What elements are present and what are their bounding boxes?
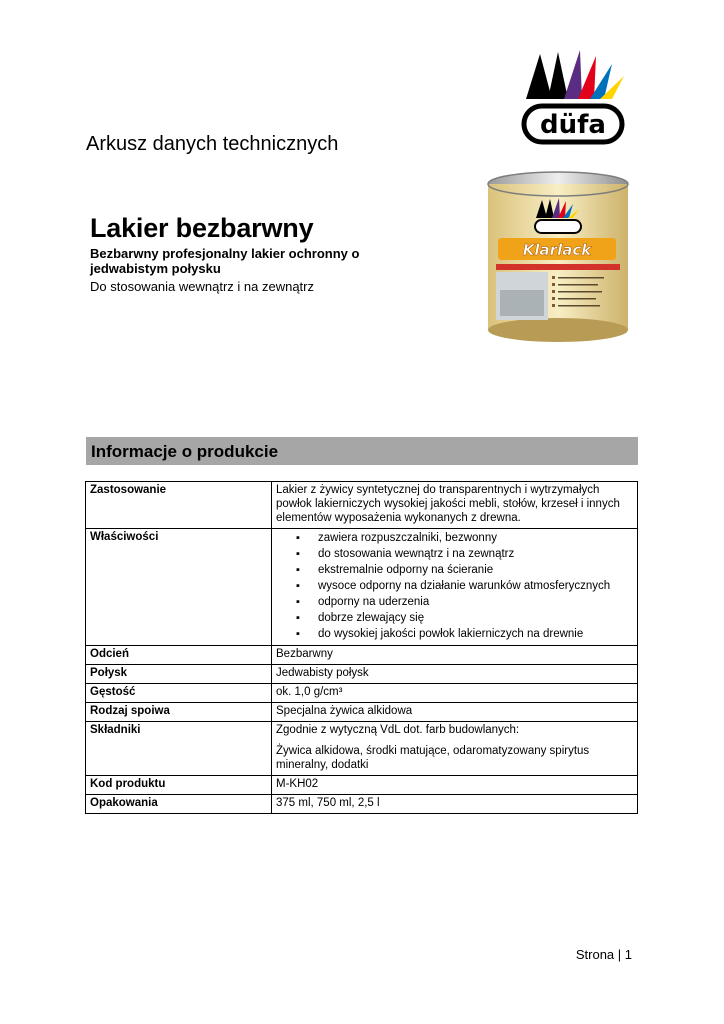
- table-row: [86, 646, 638, 665]
- brand-logo: [518, 44, 628, 146]
- row-value: Bezbarwny: [272, 646, 638, 665]
- row-value: Jedwabisty połysk: [272, 665, 638, 684]
- row-value: Lakier z żywicy syntetycznej do transparentnych i wytrzymałych powłok lakierniczych wysokiej jakości mebli, stołów, krzeseł i innych elementów wyposażenia wykonanych z drewna.: [272, 482, 638, 529]
- list-item: ▪ odporny na uderzenia: [276, 594, 633, 610]
- row-label: Właściwości: [86, 529, 272, 646]
- product-title: Lakier bezbarwny: [90, 213, 314, 243]
- product-usage: Do stosowania wewnątrz i na zewnątrz: [90, 279, 314, 294]
- brand-logo-text: düfa: [540, 110, 606, 140]
- row-label: Zastosowanie: [86, 482, 272, 529]
- row-value: [272, 722, 638, 776]
- document-type-heading: Arkusz danych technicznych: [86, 133, 339, 155]
- table-row: [86, 482, 638, 529]
- list-item: ▪ do wysokiej jakości powłok lakierniczych na drewnie: [276, 626, 633, 642]
- table-row: [86, 684, 638, 703]
- product-subtitle: Bezbarwny profesjonalny lakier ochronny o jedwabistym połysku: [90, 246, 360, 276]
- section-heading: Informacje o produkcie: [91, 442, 279, 461]
- row-label: Opakowania: [86, 795, 272, 814]
- table-row: [86, 529, 638, 646]
- row-label: Odcień: [86, 646, 272, 665]
- ingredients-norm: Zgodnie z wytyczną VdL dot. farb budowlanych:: [276, 724, 520, 736]
- table-row: [86, 665, 638, 684]
- ingredients-list: Żywica alkidowa, środki matujące, odaromatyzowany spirytus mineralny, dodatki: [276, 745, 590, 771]
- section-heading-bar: [86, 437, 638, 465]
- list-item: ▪ dobrze zlewający się: [276, 610, 633, 626]
- row-label: Rodzaj spoiwa: [86, 703, 272, 722]
- product-info-table: [85, 481, 638, 814]
- properties-list: [276, 530, 633, 642]
- row-value: 375 ml, 750 ml, 2,5 l: [272, 795, 638, 814]
- page-number: Strona | 1: [575, 947, 632, 962]
- product-can-image: [486, 170, 630, 346]
- table-row: [86, 703, 638, 722]
- row-label: Składniki: [86, 722, 272, 776]
- product-can-label: Klarlack: [522, 241, 592, 259]
- table-row: [86, 776, 638, 795]
- list-item: ▪ do stosowania wewnątrz i na zewnątrz: [276, 546, 633, 562]
- table-row: [86, 722, 638, 776]
- row-label: Połysk: [86, 665, 272, 684]
- list-item: ▪ zawiera rozpuszczalniki, bezwonny: [276, 530, 633, 546]
- row-value: ok. 1,0 g/cm³: [272, 684, 638, 703]
- row-label: Kod produktu: [86, 776, 272, 795]
- row-value: M-KH02: [272, 776, 638, 795]
- table-row: [86, 795, 638, 814]
- row-value: Specjalna żywica alkidowa: [272, 703, 638, 722]
- list-item: ▪ wysoce odporny na działanie warunków atmosferycznych: [276, 578, 633, 594]
- list-item: ▪ ekstremalnie odporny na ścieranie: [276, 562, 633, 578]
- row-label: Gęstość: [86, 684, 272, 703]
- row-value: [272, 529, 638, 646]
